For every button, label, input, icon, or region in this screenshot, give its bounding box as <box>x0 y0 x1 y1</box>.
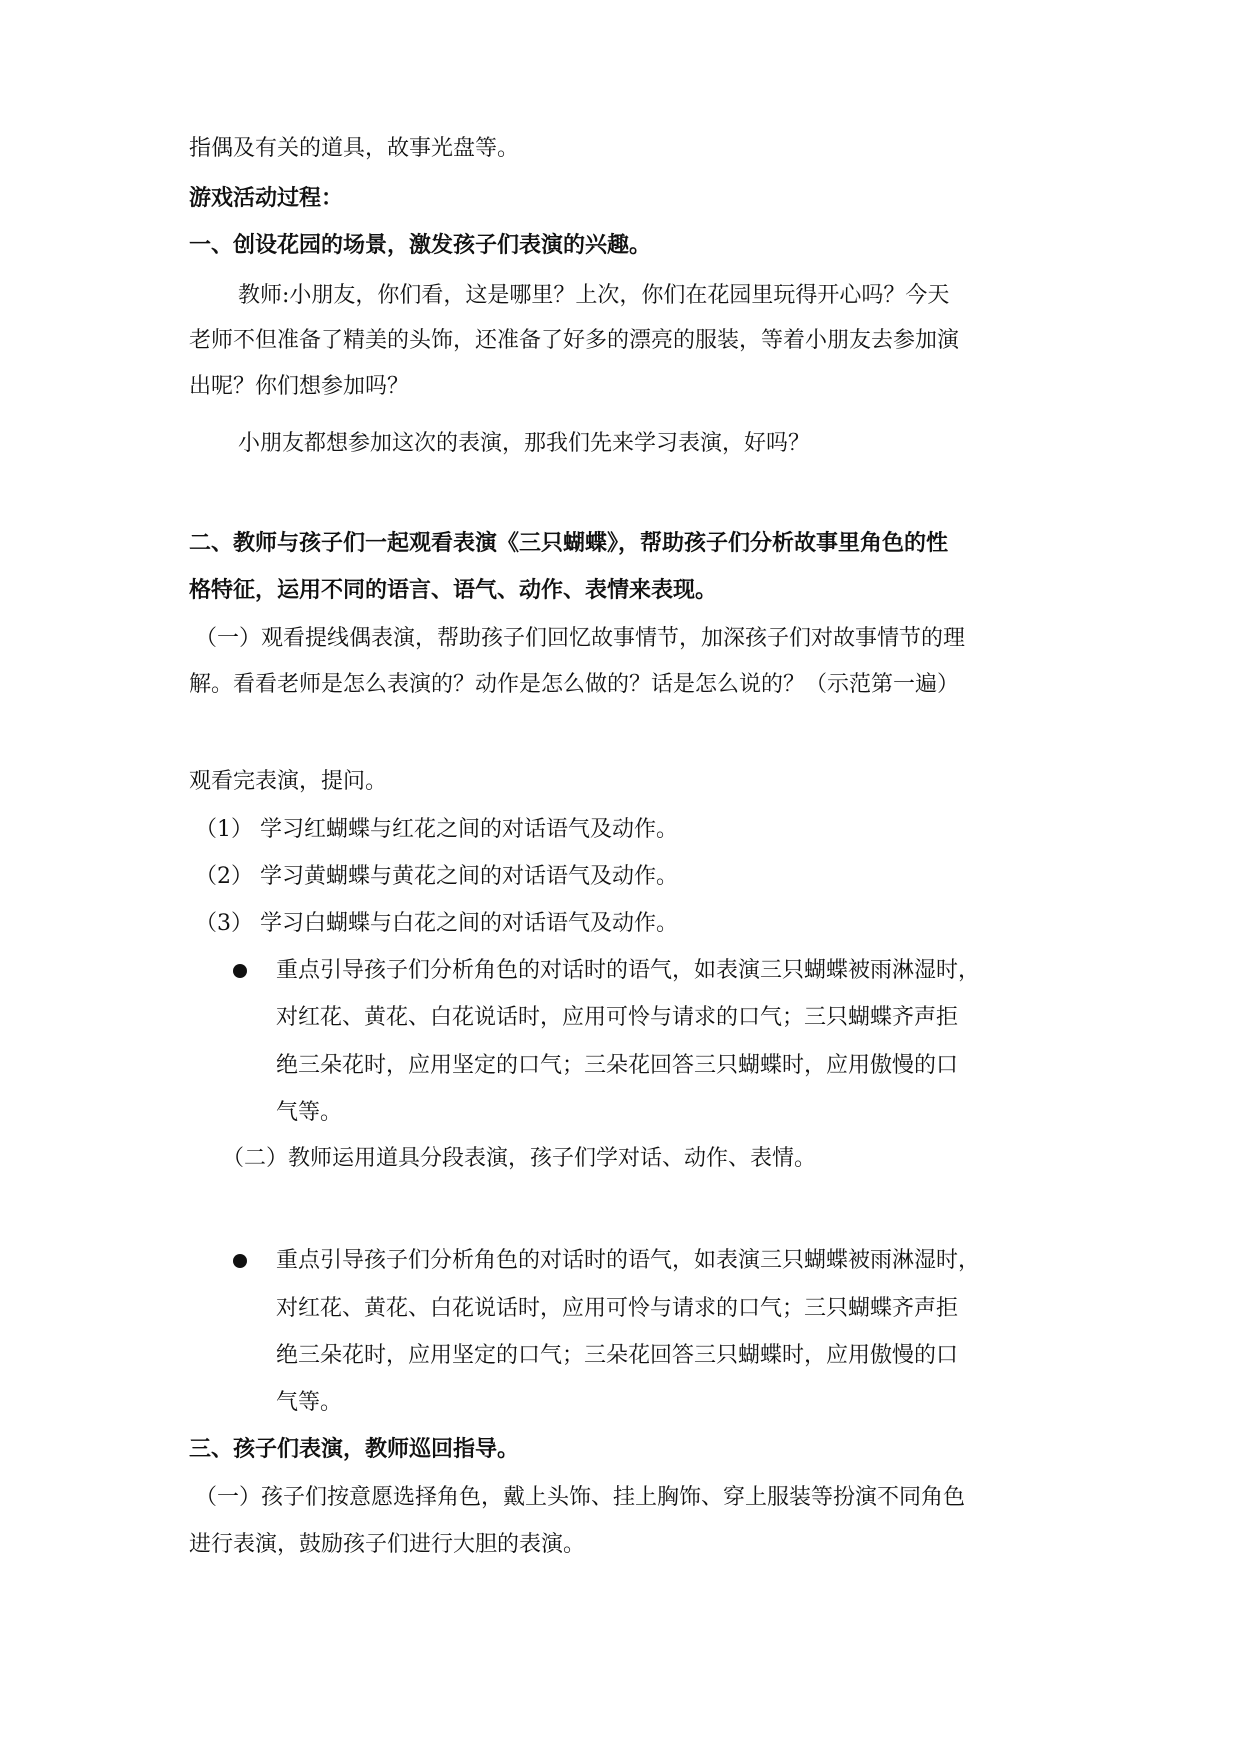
after-watch-paragraph: 观看完表演，提问。 <box>189 769 388 794</box>
section1-paragraph2: 小朋友都想参加这次的表演，那我们先来学习表演，好吗？ <box>238 431 811 456</box>
bullet2-line3: 绝三朵花时，应用坚定的口气；三朵花回答三只蝴蝶时，应用傲慢的口 <box>276 1343 959 1368</box>
list-item: （1） 学习红蝴蝶与红花之间的对话语气及动作。 <box>195 817 678 842</box>
bullet1-line2: 对红花、黄花、白花说话时，应用可怜与请求的口气；三只蝴蝶齐声拒 <box>276 1005 959 1030</box>
section2-heading-line1: 二、教师与孩子们一起观看表演《三只蝴蝶》，帮助孩子们分析故事里角色的性 <box>189 530 949 556</box>
bullet1-line3: 绝三朵花时，应用坚定的口气；三朵花回答三只蝴蝶时，应用傲慢的口 <box>276 1053 959 1078</box>
bullet2-line1: 重点引导孩子们分析角色的对话时的语气，如表演三只蝴蝶被雨淋湿时， <box>276 1248 981 1273</box>
section2a-line2: 解。看看老师是怎么表演的？动作是怎么做的？话是怎么说的？（示范第一遍） <box>189 672 960 697</box>
bullet-dot-icon <box>233 964 247 978</box>
section2a-line1: （一）观看提线偶表演，帮助孩子们回忆故事情节，加深孩子们对故事情节的理 <box>195 626 966 651</box>
materials-paragraph: 指偶及有关的道具，故事光盘等。 <box>189 136 520 161</box>
bullet2-line4: 气等。 <box>276 1390 343 1415</box>
section1-paragraph1-line1: 教师:小朋友，你们看，这是哪里？上次，你们在花园里玩得开心吗？今天 <box>238 283 950 308</box>
bullet2-line2: 对红花、黄花、白花说话时，应用可怜与请求的口气；三只蝴蝶齐声拒 <box>276 1296 959 1321</box>
section3-heading: 三、孩子们表演，教师巡回指导。 <box>189 1436 520 1462</box>
bullet1-line1: 重点引导孩子们分析角色的对话时的语气，如表演三只蝴蝶被雨淋湿时， <box>276 958 981 983</box>
list-item: （3） 学习白蝴蝶与白花之间的对话语气及动作。 <box>195 911 678 936</box>
list-item: （2） 学习黄蝴蝶与黄花之间的对话语气及动作。 <box>195 864 678 889</box>
bullet1-line4: 气等。 <box>276 1100 343 1125</box>
process-heading: 游戏活动过程： <box>189 185 344 211</box>
bullet-dot-icon <box>233 1254 247 1268</box>
section2b-paragraph: （二）教师运用道具分段表演，孩子们学对话、动作、表情。 <box>222 1146 817 1171</box>
section3a-line1: （一）孩子们按意愿选择角色，戴上头饰、挂上胸饰、穿上服装等扮演不同角色 <box>195 1485 966 1510</box>
section1-heading: 一、创设花园的场景，激发孩子们表演的兴趣。 <box>189 232 652 258</box>
section3a-line2: 进行表演，鼓励孩子们进行大胆的表演。 <box>189 1532 586 1557</box>
section1-paragraph1-line3: 出呢？你们想参加吗？ <box>189 374 410 399</box>
section2-heading-line2: 格特征，运用不同的语言、语气、动作、表情来表现。 <box>189 577 718 603</box>
section1-paragraph1-line2: 老师不但准备了精美的头饰，还准备了好多的漂亮的服装，等着小朋友去参加演 <box>189 328 960 353</box>
